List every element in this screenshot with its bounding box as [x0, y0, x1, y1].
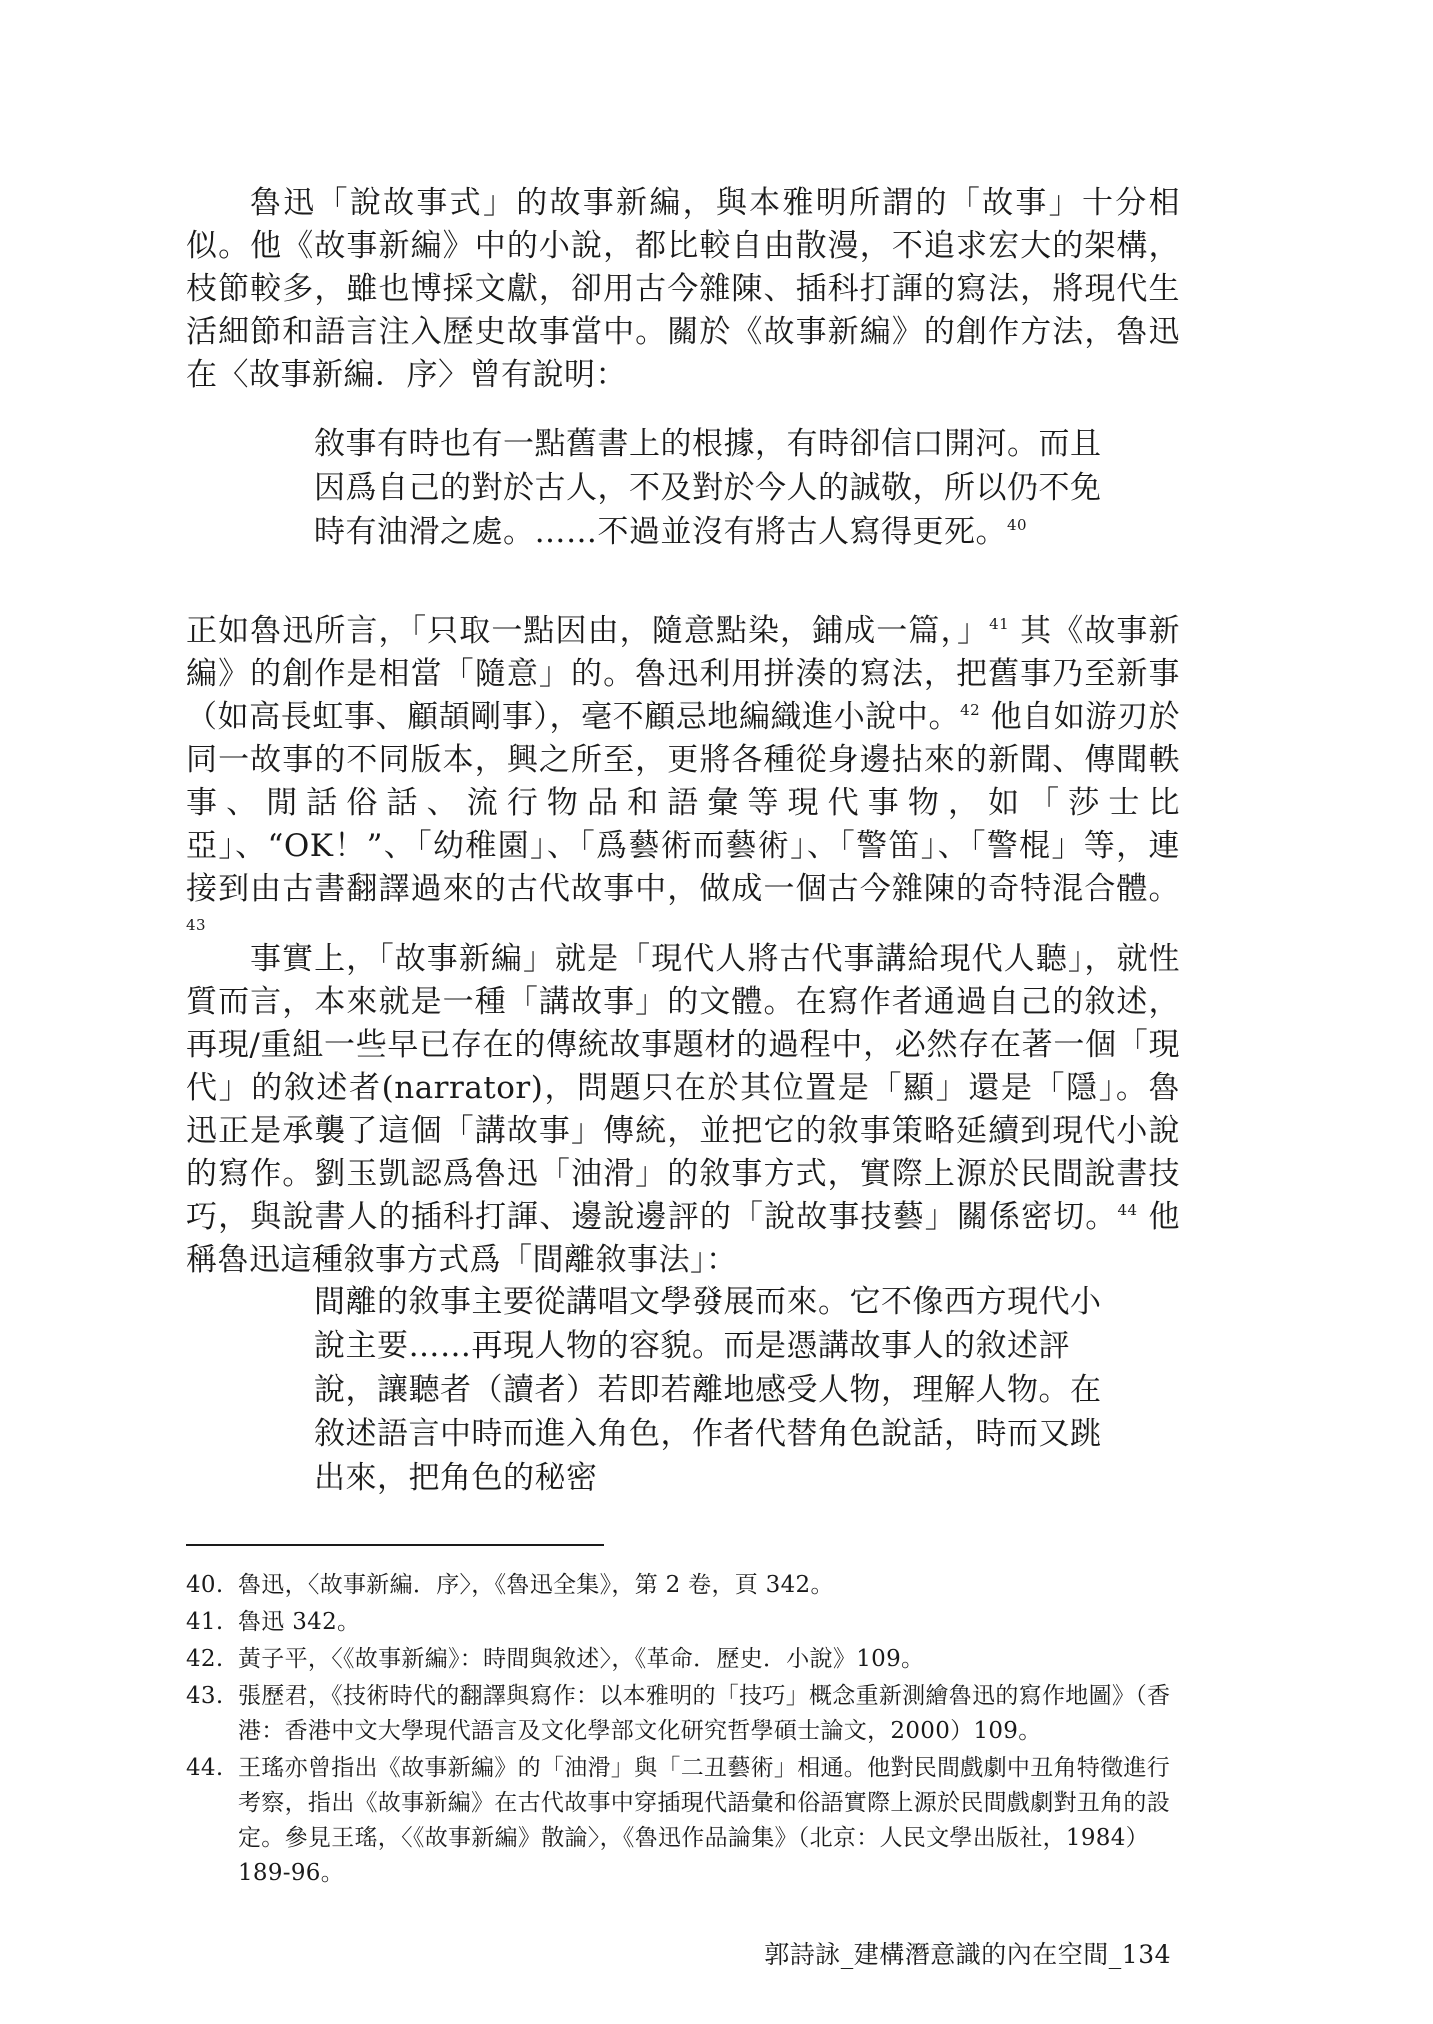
footnote-40: 40. 魯迅，〈故事新編．序〉，《魯迅全集》，第 2 卷，頁 342。 — [186, 1572, 834, 1598]
footnote-ref-42: 42 — [960, 701, 981, 719]
footnote-ref-41: 41 — [989, 615, 1010, 633]
block-quote-2: 間離的敘事主要從講唱文學發展而來。它不像西方現代小說主要……再現人物的容貌。而是憑講故事人的敘述評說，讓聽者（讀者）若即若離地感受人物，理解人物。在敘述語言中時而進入角色，作者代替角色說話，時而又跳出來，把角色的秘密 — [314, 1284, 1102, 1496]
footnotes — [186, 1568, 1180, 1893]
footnote-ref-40: 40 — [1007, 516, 1028, 534]
footnote-44: 44. 王瑤亦曾指出《故事新編》的「油滑」與「二丑藝術」相通。他對民間戲劇中丑角特徵進行考察，指出《故事新編》在古代故事中穿插現代語彙和俗語實際上源於民間戲劇對丑角的設定。參見王瑤，〈《故事新編》散論〉，《魯迅作品論集》（北京：人民文學出版社，1984）189-96。 — [186, 1755, 1170, 1886]
footnote-divider — [186, 1544, 604, 1546]
footnote-42: 42. 黃子平，〈《故事新編》：時間與敘述〉，《革命．歷史．小說》109。 — [186, 1646, 925, 1672]
paragraph-3: 事實上，「故事新編」就是「現代人將古代事講給現代人聽」，就性質而言，本來就是一種「講故事」的文體。在寫作者通過自己的敘述，再現/重組一些早已存在的傳統故事題材的過程中，必然存在著一個「現代」的敘述者(narrator)，問題只在於其位置是「顯」還是「隱」。魯迅正是承襲了這個「講故事」傳統，並把它的敘事策略延續到現代小說的寫作。劉玉凱認爲魯迅「油滑」的敘事方式，實際上源於民間說書技巧，與說書人的插科打諢、邊說邊評的「說故事技藝」關係密切。$^{44}$ 他稱魯迅這種敘事方式爲「間離敘事法」： — [186, 941, 1181, 1278]
footnote-ref-43: 43 — [186, 916, 207, 934]
page-footer: 郭詩詠_建構潛意識的內在空間_134 — [764, 1940, 1171, 1969]
paragraph-1: 魯迅「說故事式」的故事新編，與本雅明所謂的「故事」十分相似。他《故事新編》中的小說，都比較自由散漫，不追求宏大的架構，枝節較多，雖也博採文獻，卻用古今雜陳、插科打諢的寫法，將現代生活細節和語言注入歷史故事當中。關於《故事新編》的創作方法，魯迅在〈故事新編．序〉曾有說明： — [186, 185, 1180, 393]
block-quote-1: 敘事有時也有一點舊書上的根據，有時卻信口開河。而且因爲自己的對於古人，不及對於今人的誠敬，所以仍不免時有油滑之處。……不過並沒有將古人寫得更死。$^{40}$ — [314, 426, 1102, 550]
footnote-ref-44: 44 — [1117, 1201, 1138, 1219]
footnote-41: 41. 魯迅 342。 — [186, 1609, 361, 1635]
paragraph-2: 正如魯迅所言，「只取一點因由，隨意點染，鋪成一篇，」$^{41}$ 其《故事新編》的創作是相當「隨意」的。魯迅利用拼湊的寫法，把舊事乃至新事（如高長虹事、顧頡剛事），毫不顧忌地編織進小說中。$^{42}$ 他自如游刃於同一故事的不同版本，興之所至，更將各種從身邊拈來的新聞、傳聞軼事、閒話俗話、流行物品和語彙等現代事物，如「莎士比亞」、“OK！”、「幼稚園」、「爲藝術而藝術」、「警笛」、「警棍」等，連接到由古書翻譯過來的古代故事中，做成一個古今雜陳的奇特混合體。$^{43}$ — [186, 613, 1181, 934]
footnote-43: 43. 張歷君，《技術時代的翻譯與寫作：以本雅明的「技巧」概念重新測繪魯迅的寫作地圖》（香港：香港中文大學現代語言及文化學部文化研究哲學碩士論文，2000）109。 — [186, 1683, 1171, 1744]
